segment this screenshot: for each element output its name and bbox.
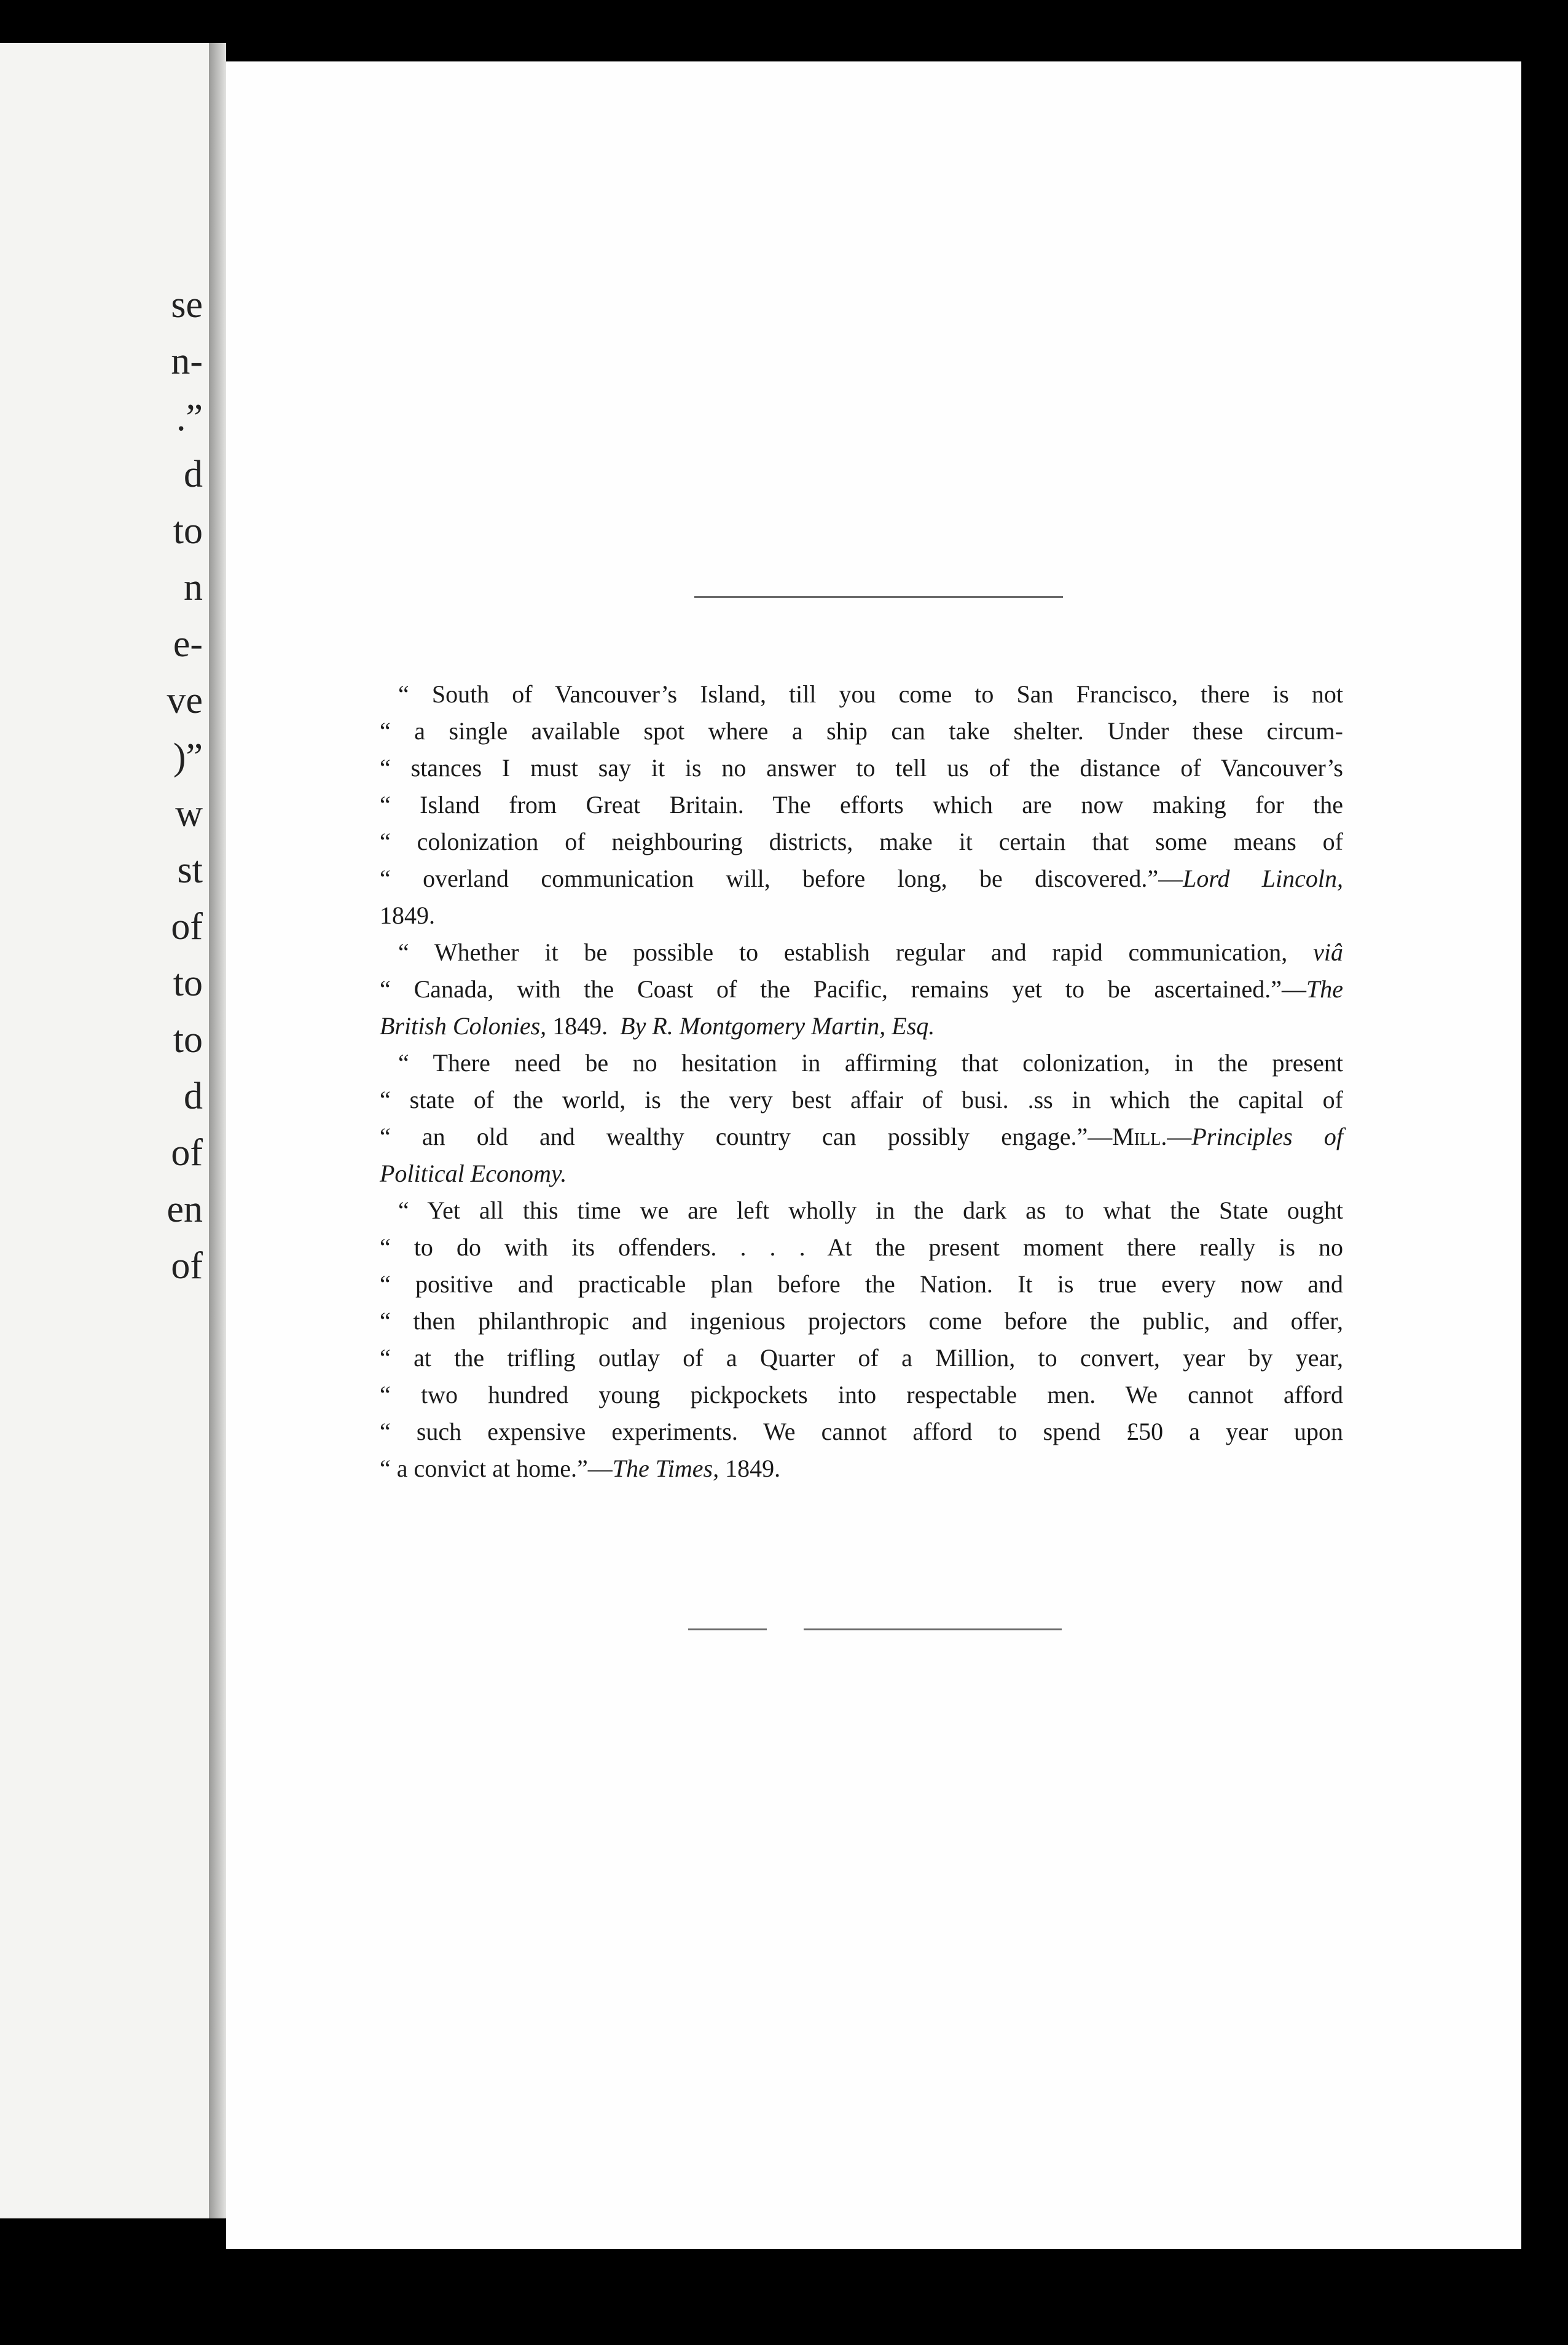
left-fragment: st (177, 849, 203, 891)
book-gutter (209, 43, 226, 2218)
left-fragment: en (167, 1188, 203, 1230)
left-fragment: d (184, 1075, 203, 1117)
work-title: Political Economy. (380, 1160, 567, 1187)
quote-line: “ two hundred young pickpockets into respectable men. We cannot afford (380, 1381, 1343, 1408)
work-title: Principles of (1191, 1123, 1343, 1150)
quote-line: “ a convict at home.”— (380, 1455, 613, 1482)
left-facing-page (0, 43, 213, 2218)
quote-mill (380, 1045, 1343, 1192)
quote-line: “ stances I must say it is no answer to tell us of the distance of Vancouver’s (380, 754, 1343, 782)
quote-martin (380, 934, 1343, 1045)
quote-line: “ There need be no hesitation in affirming that colonization, in the present (398, 1049, 1343, 1077)
quote-lincoln (380, 676, 1343, 934)
quote-line: “ a single available spot where a ship can take shelter. Under these circum- (380, 717, 1343, 745)
left-fragment: e- (173, 623, 203, 665)
left-fragment: of (171, 1245, 203, 1287)
via-word: viâ (1313, 938, 1344, 966)
top-divider-rule (694, 596, 1063, 598)
quote-year: 1849. (552, 1012, 608, 1040)
left-fragment: w (175, 793, 203, 835)
quote-year: 1849. (725, 1455, 781, 1482)
attribution: British Colonies, (380, 1012, 547, 1040)
left-fragment: d (184, 454, 203, 495)
left-fragment: se (171, 284, 203, 326)
right-page (226, 61, 1521, 2249)
left-fragment: .” (176, 397, 203, 439)
epigraph-block (380, 676, 1343, 1487)
left-fragment: to (173, 1019, 203, 1061)
author: By R. Montgomery Martin, Esq. (620, 1012, 935, 1040)
quote-line: “ South of Vancouver’s Island, till you come to San Francisco, there is not (398, 680, 1343, 708)
quote-line: “ to do with its offenders. . . . At the present moment there really is no (380, 1233, 1343, 1261)
left-fragment: n- (171, 340, 203, 382)
quote-line: “ then philanthropic and ingenious projectors come before the public, and offer, (380, 1307, 1343, 1335)
quote-line: “ colonization of neighbouring districts, make it certain that some means of (380, 828, 1343, 855)
quote-line: “ overland communication will, before long, be discovered.”— (380, 865, 1183, 892)
quote-year: 1849. (380, 901, 435, 929)
quote-line: “ Whether it be possible to establish regular and rapid communication, (398, 938, 1288, 966)
author: Mill. (1112, 1123, 1167, 1150)
quote-line: “ at the trifling outlay of a Quarter of a Million, to convert, year by year, (380, 1344, 1343, 1372)
quote-line: “ such expensive experiments. We cannot afford to spend £50 a year upon (380, 1418, 1343, 1445)
scan-bottom-border (226, 2249, 1521, 2286)
left-fragment: )” (173, 736, 203, 778)
left-fragment: ve (167, 680, 203, 721)
quote-line: “ positive and practicable plan before the Nation. It is true every now and (380, 1270, 1343, 1298)
quote-line: “ an old and wealthy country can possibly engage.”— (380, 1123, 1113, 1150)
left-fragment: of (171, 1132, 203, 1174)
quote-line: “ Island from Great Britain. The efforts which are now making for the (380, 791, 1343, 819)
dash: — (1167, 1123, 1192, 1150)
left-fragment: of (171, 906, 203, 948)
attribution: Lord Lincoln, (1183, 865, 1343, 892)
attribution: The Times, (612, 1455, 719, 1482)
quote-times (380, 1192, 1343, 1487)
quote-line: “ state of the world, is the very best affair of busi. .ss in which the capital of (380, 1086, 1343, 1114)
quote-line: “ Yet all this time we are left wholly in the dark as to what the State ought (398, 1196, 1343, 1224)
left-fragment: n (184, 567, 203, 608)
attribution: The (1306, 975, 1343, 1003)
bottom-divider-rule-long (804, 1628, 1062, 1630)
bottom-divider-rule-short (688, 1628, 767, 1630)
left-fragment: to (173, 962, 203, 1004)
left-fragment: to (173, 510, 203, 552)
quote-line: “ Canada, with the Coast of the Pacific, remains yet to be ascertained.”— (380, 975, 1306, 1003)
